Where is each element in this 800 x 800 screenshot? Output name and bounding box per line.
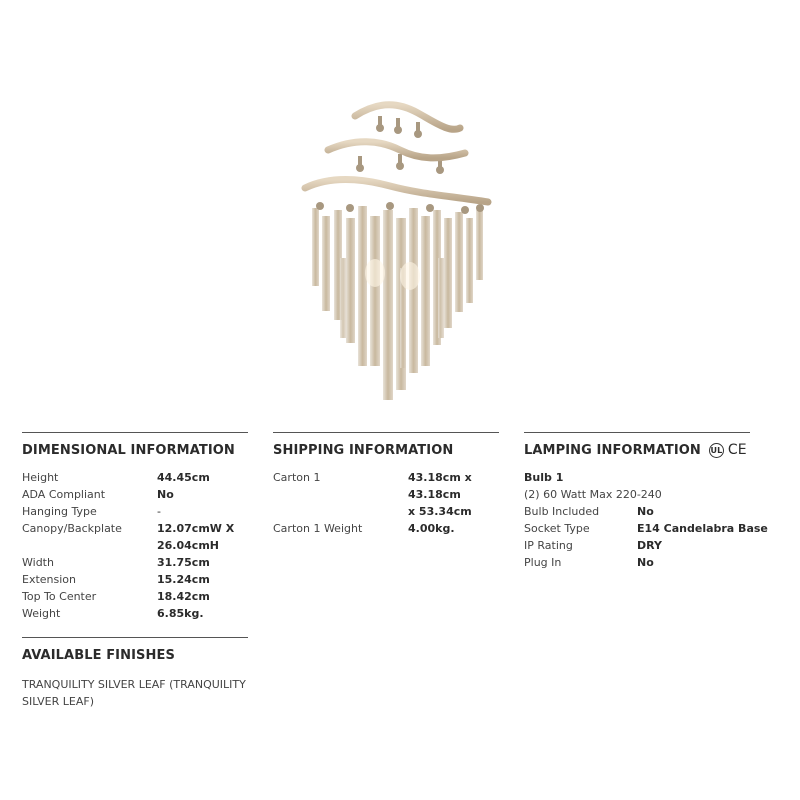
row-label: IP Rating [524,539,573,552]
table-row [524,537,750,554]
lamping-rows [524,469,768,571]
bulb-description: (2) 60 Watt Max 220-240 [524,488,662,501]
row-value: 15.24cm [157,573,210,586]
table-row [22,503,248,520]
lamping-information-heading: LAMPING INFORMATION [524,442,701,458]
product-image [300,98,495,410]
row-value: E14 Candelabra Base [637,522,768,535]
row-label: Top To Center [22,590,97,603]
row-label: Plug In [524,556,562,569]
row-label: Weight [22,607,61,620]
table-row [524,503,750,520]
table-row [22,469,248,486]
row-value: 43.18cm x 43.18cm [408,471,472,501]
row-label [22,537,157,554]
finish-name: TRANQUILITY SILVER LEAF (TRANQUILITY SILVER LEAF) [22,678,246,708]
bulb-title: Bulb 1 [524,471,564,484]
dimensional-information-heading: DIMENSIONAL INFORMATION [22,432,248,461]
row-label [273,503,408,520]
table-row [524,554,750,571]
lamping-information-section [524,432,768,571]
row-value: No [637,505,654,518]
table-row [22,571,248,588]
row-label: ADA Compliant [22,488,106,501]
row-value: DRY [637,539,662,552]
table-row [22,486,248,503]
row-value: - [157,505,161,518]
table-row [273,503,499,520]
table-row [273,469,499,503]
shipping-information-section [273,432,499,537]
table-row [22,537,248,554]
shipping-information-heading: SHIPPING INFORMATION [273,432,499,461]
row-value: 4.00kg. [408,522,455,535]
table-row [273,520,499,537]
row-value: No [157,488,174,501]
ce-mark-icon: CE [727,442,747,458]
table-row [22,520,248,537]
row-value: 12.07cmW X [157,522,235,535]
row-label: Hanging Type [22,505,97,518]
table-row [22,588,248,605]
crystal-strands [312,206,483,400]
available-finishes-heading: AVAILABLE FINISHES [22,637,248,666]
dimensional-rows [22,469,248,622]
row-label: Socket Type [524,522,590,535]
lamping-information-header [524,432,750,461]
row-label: Width [22,556,54,569]
row-label: Bulb Included [524,505,600,518]
available-finishes-section [22,637,248,710]
row-value: 18.42cm [157,590,210,603]
row-value: 26.04cmH [157,539,219,552]
table-row [22,554,248,571]
ul-listed-icon: UL [709,443,724,458]
row-value: x 53.34cm [408,505,472,518]
row-label: Height [22,471,59,484]
row-value: 44.45cm [157,471,210,484]
shipping-rows [273,469,499,537]
row-label: Carton 1 [273,471,321,484]
row-label: Extension [22,573,77,586]
table-row [524,520,768,537]
certification-icons [709,442,747,458]
row-label: Carton 1 Weight [273,522,363,535]
row-value: 31.75cm [157,556,210,569]
table-row [22,605,248,622]
row-label: Canopy/Backplate [22,522,122,535]
dimensional-information-section [22,432,248,622]
row-value: No [637,556,654,569]
row-value: 6.85kg. [157,607,204,620]
